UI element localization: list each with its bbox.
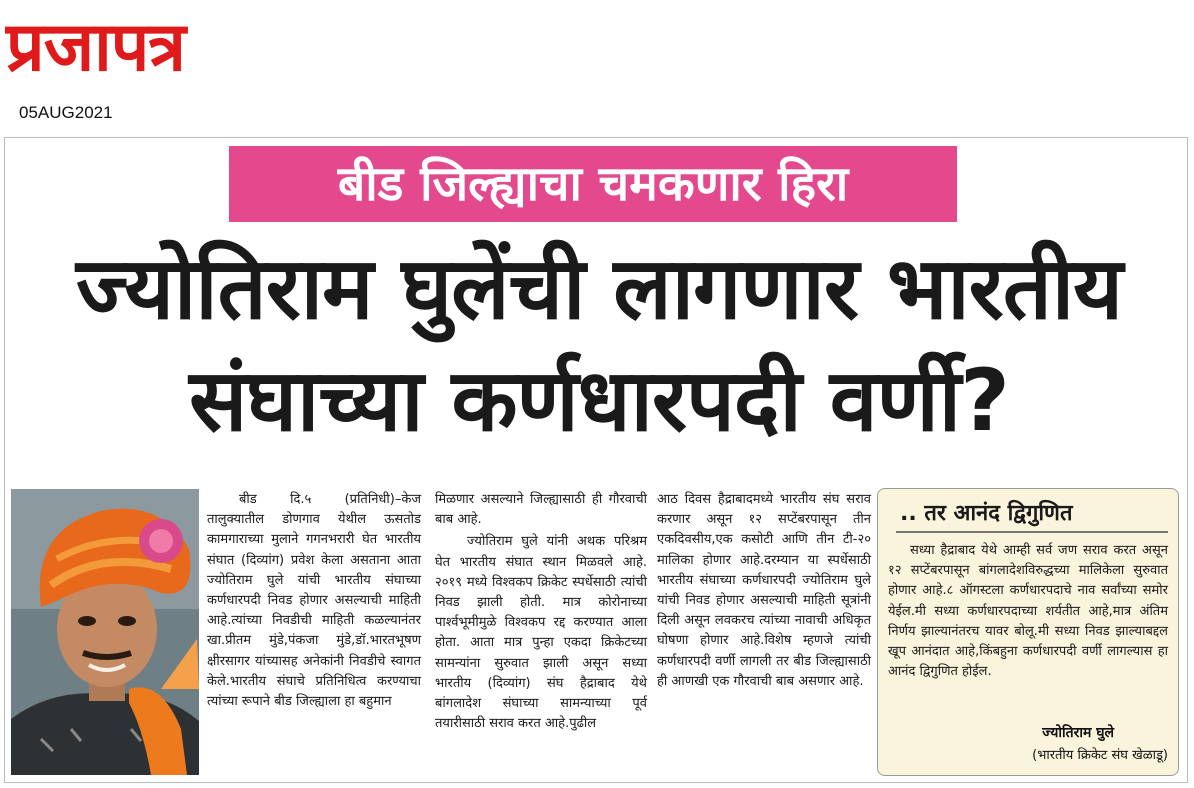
quote-text: सध्या हैद्राबाद येथे आम्ही सर्व जण सराव करत असून १२ सप्टेंबरपासून बांगलादेशविरुद्धच्या मालिकेला सुरुवात होणार आहे.८ ऑगस्टला कर्णधारपदाचे नाव सर्वांच्या समोर येईल.मी सध्या कर्णधारपदाच्या शर्यतीत आहे,मात्र अंतिम निर्णय झाल्यानंतरच यावर बोलू.मी सध्या निवड झाल्याबद्दल खूप आनंदात आहे,किंबहुना कर्णधारपदी वर्णी लागल्यास हा आनंद द्विगुणित होईल.: [888, 543, 1168, 680]
publication-date: 05AUG2021: [19, 103, 113, 122]
headline-line-2: संघाच्या कर्णधारपदी वर्णी?: [189, 351, 1009, 451]
kicker-banner: बीड जिल्ह्याचा चमकणार हिरा: [229, 146, 957, 222]
quote-title: .. तर आनंद द्विगुणित: [900, 501, 1073, 526]
headline-line-1: ज्योतिराम घुलेंची लागणार भारतीय: [75, 239, 1123, 339]
article-column-2: [435, 490, 647, 734]
article-paragraph: आठ दिवस हैद्राबादमध्ये भारतीय संघ सराव करणार असून १२ सप्टेंबरपासून तीन एकदिवसीय,एक कसोटी आणि तीन टी-२० मालिका होणार आहे.दरम्यान या स्पर्धेसाठी भारतीय संघाच्या कर्णधारपदी ज्योतिराम घुले यांची निवड होणार असल्याची माहिती सूत्रांनी दिली असून लवकरच त्यांच्या नावाची अधिकृत घोषणा होणार आहे.विशेष म्हणजे त्यांची कर्णधारपदी वर्णी लागली तर बीड जिल्ह्यासाठी ही आणखी एक गौरवाची बाब असणार आहे.: [657, 492, 871, 689]
quote-box: [877, 488, 1179, 776]
quote-author: ज्योतिराम घुले: [1042, 725, 1114, 741]
quote-author-role: (भारतीय क्रिकेट संघ खेळाडू): [1032, 748, 1168, 763]
masthead-logo: प्रजापत्र: [6, 8, 185, 87]
quote-divider: [896, 531, 1168, 533]
headline: [19, 233, 1179, 457]
portrait-illustration: [11, 489, 199, 775]
article-paragraph: ज्योतिराम घुले यांनी अथक परिश्रम घेत भारतीय संघात स्थान मिळवले आहे. २०१९ मध्ये विश्वकप क्रिकेट स्पर्धेसाठी त्यांची निवड झाली होती. मात्र कोरोनाच्या पार्श्वभूमीमुळे विश्वकप रद्द करण्यात आला होता. आता मात्र पुन्हा एकदा क्रिकेटच्या सामन्यांना सुरुवात झाली असून सध्या भारतीय (दिव्यांग) संघ हैद्राबाद येथे बांगलादेश संघाच्या सामन्याच्या पूर्व तयारीसाठी सराव करत आहे.पुढील: [435, 534, 647, 732]
article-column-3: [657, 490, 871, 692]
news-clipping: [4, 137, 1188, 783]
article-column-1: [207, 490, 421, 712]
article-paragraph: बीड दि.५ (प्रतिनिधी)–केज तालुक्यातील डोणगाव येथील ऊसतोड कामगाराच्या मुलाने गगनभरारी घेत भारतीय संघात (दिव्यांग) प्रवेश केला असताना आता ज्योतिराम घुले यांची भारतीय संघाच्या कर्णधारपदी निवड होणार असल्याची माहिती आहे.त्यांच्या निवडीची माहिती कळल्यानंतर खा.प्रीतम मुंडे,पंकजा मुंडे,डॉ.भारतभूषण क्षीरसागर यांच्यासह अनेकांनी निवडीचे स्वागत केले.भारतीय संघाचे प्रतिनिधित्व करण्याचा त्यांच्या रूपाने बीड जिल्ह्याला हा बहुमान: [207, 492, 421, 710]
article-paragraph: मिळणार असल्याने जिल्ह्यासाठी ही गौरवाची बाब आहे.: [435, 492, 647, 528]
player-photo: [11, 489, 199, 775]
